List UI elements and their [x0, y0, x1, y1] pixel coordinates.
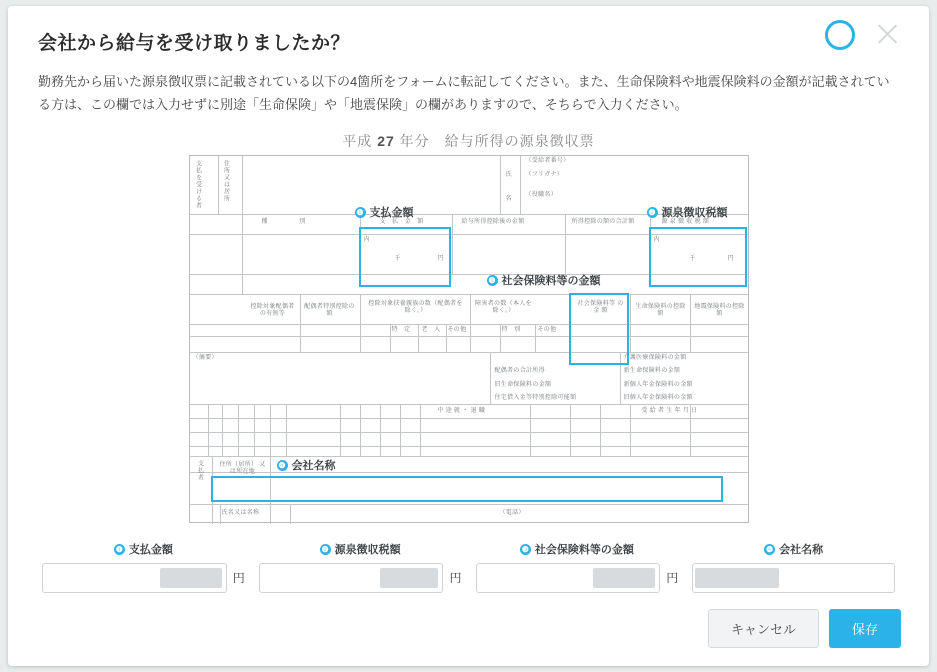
doc-payer-vertical: 支払を受ける者: [194, 159, 201, 209]
withholding-slip-figure: [189, 131, 749, 521]
doc-shi: 氏: [505, 171, 512, 178]
highlight-text-4: 会社名称: [291, 459, 336, 472]
field-social-insurance: [476, 541, 679, 593]
badge-field-3: ❸: [521, 545, 529, 555]
highlight-label-withheld: [647, 204, 728, 220]
doc-spouse-special: 配偶者特別控除の額: [304, 303, 355, 317]
doc-unit-yen-2: 円: [727, 255, 734, 262]
doc-payer-vertical-2: 支払者: [196, 459, 203, 481]
field-label-social: [476, 541, 679, 557]
doc-row-withheld: 源 泉 徴 収 税 額: [661, 218, 710, 225]
doc-spouse-total: 配偶者の合計所得: [494, 367, 545, 374]
highlight-text-2: 源泉徴収税額: [661, 206, 728, 219]
doc-new-life: 新生命保険料の金額: [623, 367, 681, 374]
highlight-label-payment: [355, 204, 414, 220]
doc-unit-inner-1: 内: [363, 236, 370, 243]
payroll-dialog: [8, 6, 929, 666]
unit-label-2: 円: [449, 571, 462, 585]
badge-field-2: ❷: [321, 545, 329, 555]
input-fields-row: [42, 541, 895, 593]
doc-tokubetsu: 特 別: [501, 326, 521, 333]
doc-earthquake-insurance: 地震保険料の控除額: [694, 303, 745, 317]
page-title: 会社から給与を受け取りましたか？: [38, 33, 351, 54]
payment-amount-input[interactable]: [42, 563, 227, 593]
field-label-withheld: [259, 541, 462, 557]
close-icon[interactable]: [871, 18, 903, 50]
redacted-value-1: [160, 568, 222, 588]
doc-payer-name-label: 氏名又は名称: [221, 509, 260, 516]
doc-new-pension: 新個人年金保険料の金額: [623, 381, 693, 388]
doc-special-col: 特 定: [391, 326, 411, 333]
highlight-text-3: 社会保険料等の金額: [501, 274, 601, 287]
doc-furigana: （フリガナ）: [525, 171, 564, 178]
field-label-text-2: 源泉徴収税額: [334, 543, 401, 556]
badge-3: ❸: [488, 276, 496, 286]
company-name-input[interactable]: [692, 563, 895, 593]
field-row-1: [42, 563, 245, 593]
dialog-description: 勤務先から届いた源泉徴収票に記載されている以下の4箇所をフォームに転記してください。また、生命保険料や地震保険料の金額が記載されている方は、この欄では入力せずに別途「生命保険」や「地震保険」の欄がありますので、そちらで入力ください。: [38, 74, 890, 112]
save-button[interactable]: 保存: [829, 609, 901, 648]
withheld-tax-input[interactable]: [259, 563, 444, 593]
badge-4: ❹: [278, 461, 286, 471]
badge-1: ❶: [356, 208, 364, 218]
badge-field-4: ❹: [766, 545, 774, 555]
doc-sonota: その他: [537, 326, 557, 333]
doc-unit-yen-1: 円: [437, 255, 444, 262]
badge-2: ❷: [648, 208, 656, 218]
doc-social-insurance: 社会保険料等 の 金 額: [577, 300, 624, 314]
document-title-year: 27: [377, 132, 395, 149]
doc-spouse-block: 控除対象配偶者の有無等: [250, 303, 295, 317]
doc-disabled-block: 障害者の数（本人を除く。）: [475, 300, 532, 314]
field-label-text-3: 社会保険料等の金額: [534, 543, 634, 556]
doc-life-insurance: 生命保険料の控除額: [635, 303, 686, 317]
cancel-button[interactable]: キャンセル: [708, 609, 819, 648]
doc-row-after-deduction: 給与所得控除後の金額: [461, 218, 525, 225]
highlight-label-company: [277, 457, 336, 473]
field-payment-amount: [42, 541, 245, 593]
doc-mid-retire: 中 途 就 ・ 退 職: [437, 407, 486, 414]
unit-label-1: 円: [232, 571, 245, 585]
field-row-4: [692, 563, 895, 593]
doc-birth: 受 給 者 生 年 月 日: [641, 407, 698, 414]
field-label-text-4: 会社名称: [779, 543, 824, 556]
badge-field-1: ❶: [115, 545, 123, 555]
field-label-company: [692, 541, 895, 557]
doc-other-col: その他: [447, 326, 467, 333]
doc-care-label: 介護医療保険料の金額: [623, 354, 687, 361]
doc-remarks: （摘要）: [192, 354, 218, 361]
doc-payer-address-label: 住所（居所） 又は所在地: [219, 461, 266, 475]
document-title-suffix: 年分 給与所得の源泉徴収票: [399, 132, 595, 149]
field-label-text-1: 支払金額: [128, 543, 173, 556]
doc-row-deduction-total: 所得控除の額の合計額: [571, 218, 635, 225]
loading-spinner-icon: [825, 20, 855, 50]
dialog-header: [8, 6, 929, 55]
doc-unit-inner-2: 内: [653, 236, 660, 243]
doc-dependents-block: 控除対象扶養親族の数（配偶者を除く。）: [368, 300, 463, 314]
doc-housing-start: 住宅借入金等特別控除可能額: [494, 394, 577, 401]
redacted-value-4: [695, 568, 779, 588]
doc-address-vertical: 住所又は居所: [222, 159, 229, 202]
unit-label-3: 円: [666, 571, 679, 585]
doc-phone-label: （電話）: [499, 509, 525, 516]
doc-row-payment: 支 払 金 額: [379, 218, 424, 225]
doc-unit-thousand-1: 千: [394, 255, 401, 262]
redacted-value-2: [380, 568, 438, 588]
doc-old-col: 老 人: [421, 326, 441, 333]
doc-unit-thousand-2: 千: [689, 255, 696, 262]
document-title-prefix: 平成: [342, 132, 373, 149]
doc-old-life: 旧生命保険料の金額: [494, 381, 552, 388]
doc-old-pension: 旧個人年金保険料の金額: [623, 394, 693, 401]
field-label-payment: [42, 541, 245, 557]
doc-receipt-number: （受給者番号）: [525, 157, 570, 164]
doc-na: 名: [505, 195, 512, 202]
dialog-footer: [708, 609, 901, 648]
field-row-3: [476, 563, 679, 593]
field-company-name: [692, 541, 895, 593]
field-withheld-tax: [259, 541, 462, 593]
doc-position: （役職名）: [525, 191, 558, 198]
highlight-label-social: [487, 272, 601, 288]
doc-row-type: 種 別: [261, 218, 306, 225]
social-insurance-input[interactable]: [476, 563, 661, 593]
redacted-value-3: [593, 568, 655, 588]
document-title: [189, 131, 749, 151]
field-row-2: [259, 563, 462, 593]
highlight-text-1: 支払金額: [369, 206, 414, 219]
